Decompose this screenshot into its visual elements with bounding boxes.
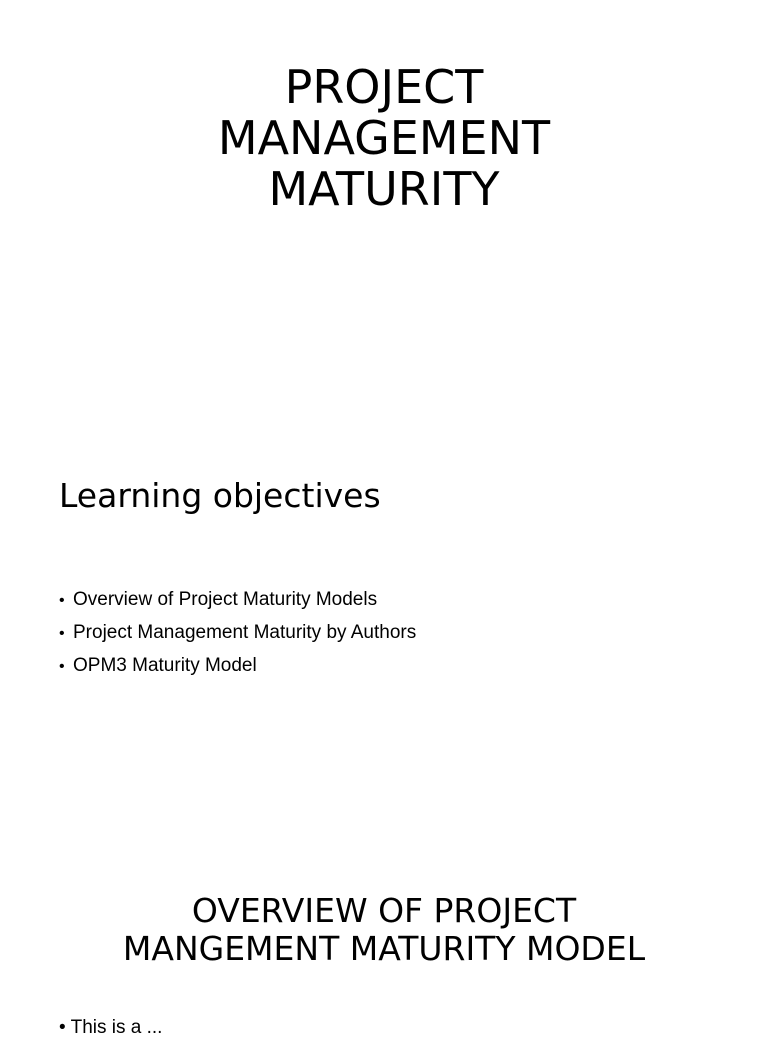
presentation-title: [0, 62, 768, 215]
bullet-icon: •: [59, 658, 65, 675]
title-line: MATURITY: [268, 162, 500, 216]
body-text-cutoff: • This is a ...: [59, 1017, 163, 1038]
title-line: MANGEMENT MATURITY MODEL: [122, 929, 646, 968]
overview-slide: [0, 880, 768, 1038]
section-title: [0, 892, 768, 968]
list-item-text: OPM3 Maturity Model: [73, 655, 257, 676]
title-line: PROJECT: [284, 60, 484, 114]
list-item-text: Project Management Maturity by Authors: [73, 622, 417, 643]
list-item: [59, 617, 416, 650]
title-slide: [0, 0, 768, 400]
bullet-icon: •: [59, 625, 65, 642]
list-item-text: Overview of Project Maturity Models: [73, 589, 378, 610]
list-item: [59, 584, 416, 617]
slide-heading: Learning objectives: [59, 476, 381, 515]
title-line: OVERVIEW OF PROJECT: [191, 891, 577, 930]
objectives-list: [59, 584, 416, 683]
title-line: MANAGEMENT: [217, 111, 551, 165]
list-item: [59, 650, 416, 683]
bullet-icon: •: [59, 592, 65, 609]
learning-objectives-slide: [0, 440, 768, 780]
